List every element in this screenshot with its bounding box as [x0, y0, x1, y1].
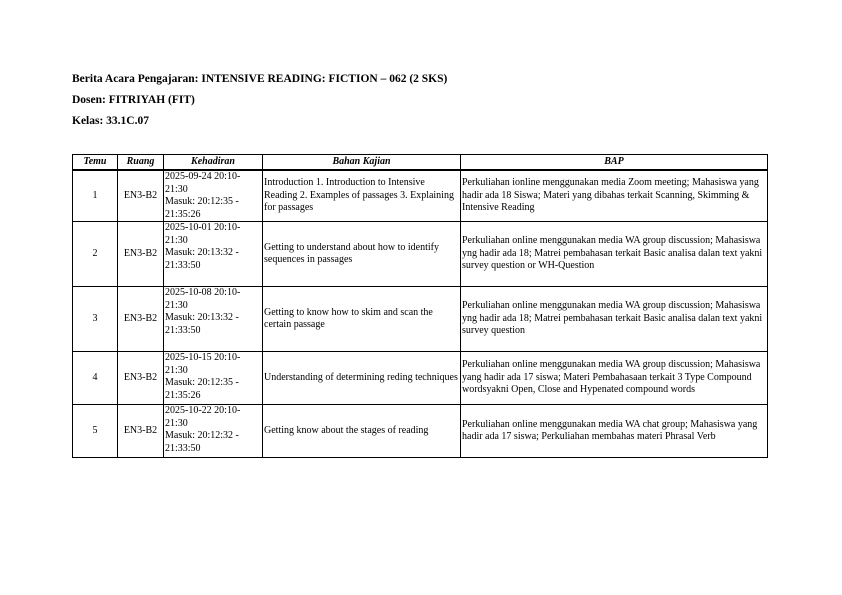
cell-bap: Perkuliahan online menggunakan media WA group discussion; Mahasiswa yng hadir ada 18; Matrei pembahasan terkait Basic analisa dalan text yakni survey question — [461, 287, 768, 352]
col-header-bahan-kajian: Bahan Kajian — [263, 155, 461, 171]
cell-ruang: EN3-B2 — [118, 287, 164, 352]
cell-temu: 2 — [73, 222, 118, 287]
cell-ruang: EN3-B2 — [118, 352, 164, 405]
attendance-time: Masuk: 20:12:35 - 21:35:26 — [165, 196, 239, 220]
table-row — [73, 287, 768, 352]
cell-bap: Perkuliahan ionline menggunakan media Zoom meeting; Mahasiswa yang hadir ada 18 Siswa; Materi yang dibahas terkait Scanning, Skimming & Intensive Reading — [461, 170, 768, 222]
cell-ruang: EN3-B2 — [118, 222, 164, 287]
cell-kehadiran — [164, 405, 263, 458]
cell-temu: 3 — [73, 287, 118, 352]
class-line: Kelas: 33.1C.07 — [72, 115, 149, 127]
schedule-time: 2025-10-08 20:10-21:30 — [165, 287, 241, 311]
table-row — [73, 352, 768, 405]
col-header-temu: Temu — [73, 155, 118, 171]
table-row — [73, 222, 768, 287]
cell-temu: 1 — [73, 170, 118, 222]
attendance-time: Masuk: 20:13:32 - 21:33:50 — [165, 247, 239, 271]
table-row — [73, 405, 768, 458]
attendance-time: Masuk: 20:12:35 - 21:35:26 — [165, 377, 239, 401]
teaching-record-table — [72, 154, 768, 458]
cell-ruang: EN3-B2 — [118, 405, 164, 458]
schedule-time: 2025-10-22 20:10-21:30 — [165, 405, 241, 429]
cell-ruang: EN3-B2 — [118, 170, 164, 222]
cell-temu: 5 — [73, 405, 118, 458]
table-header-row — [73, 155, 768, 171]
cell-bap: Perkuliahan online menggunakan media WA group discussion; Mahasiswa yang hadir ada 17 siswa; Materi Pembahasaan terkait 3 Type Compound wordsyakni Open, Close and Hypenated compound words — [461, 352, 768, 405]
cell-bahan-kajian: Getting to know how to skim and scan the certain passage — [263, 287, 461, 352]
schedule-time: 2025-10-01 20:10-21:30 — [165, 222, 241, 246]
col-header-kehadiran: Kehadiran — [164, 155, 263, 171]
cell-kehadiran — [164, 170, 263, 222]
cell-kehadiran — [164, 287, 263, 352]
document-title: Berita Acara Pengajaran: INTENSIVE READING: FICTION – 062 (2 SKS) — [72, 73, 448, 85]
schedule-time: 2025-09-24 20:10-21:30 — [165, 171, 241, 195]
cell-temu: 4 — [73, 352, 118, 405]
schedule-time: 2025-10-15 20:10-21:30 — [165, 352, 241, 376]
cell-kehadiran — [164, 352, 263, 405]
lecturer-line: Dosen: FITRIYAH (FIT) — [72, 94, 195, 106]
cell-bahan-kajian: Getting to understand about how to identify sequences in passages — [263, 222, 461, 287]
table-row — [73, 170, 768, 222]
attendance-time: Masuk: 20:12:32 - 21:33:50 — [165, 430, 239, 454]
cell-kehadiran — [164, 222, 263, 287]
cell-bap: Perkuliahan online menggunakan media WA group discussion; Mahasiswa yng hadir ada 18; Matrei pembahasan terkait Basic analisa dalan text yakni survey question or WH-Question — [461, 222, 768, 287]
cell-bap: Perkuliahan online menggunakan media WA chat group; Mahasiswa yang hadir ada 17 siswa; Perkuliahan membahas materi Phrasal Verb — [461, 405, 768, 458]
attendance-time: Masuk: 20:13:32 - 21:33:50 — [165, 312, 239, 336]
cell-bahan-kajian: Understanding of determining reding techniques — [263, 352, 461, 405]
cell-bahan-kajian: Getting know about the stages of reading — [263, 405, 461, 458]
col-header-bap: BAP — [461, 155, 768, 171]
col-header-ruang: Ruang — [118, 155, 164, 171]
cell-bahan-kajian: Introduction 1. Introduction to Intensive Reading 2. Examples of passages 3. Explaining for passages — [263, 170, 461, 222]
